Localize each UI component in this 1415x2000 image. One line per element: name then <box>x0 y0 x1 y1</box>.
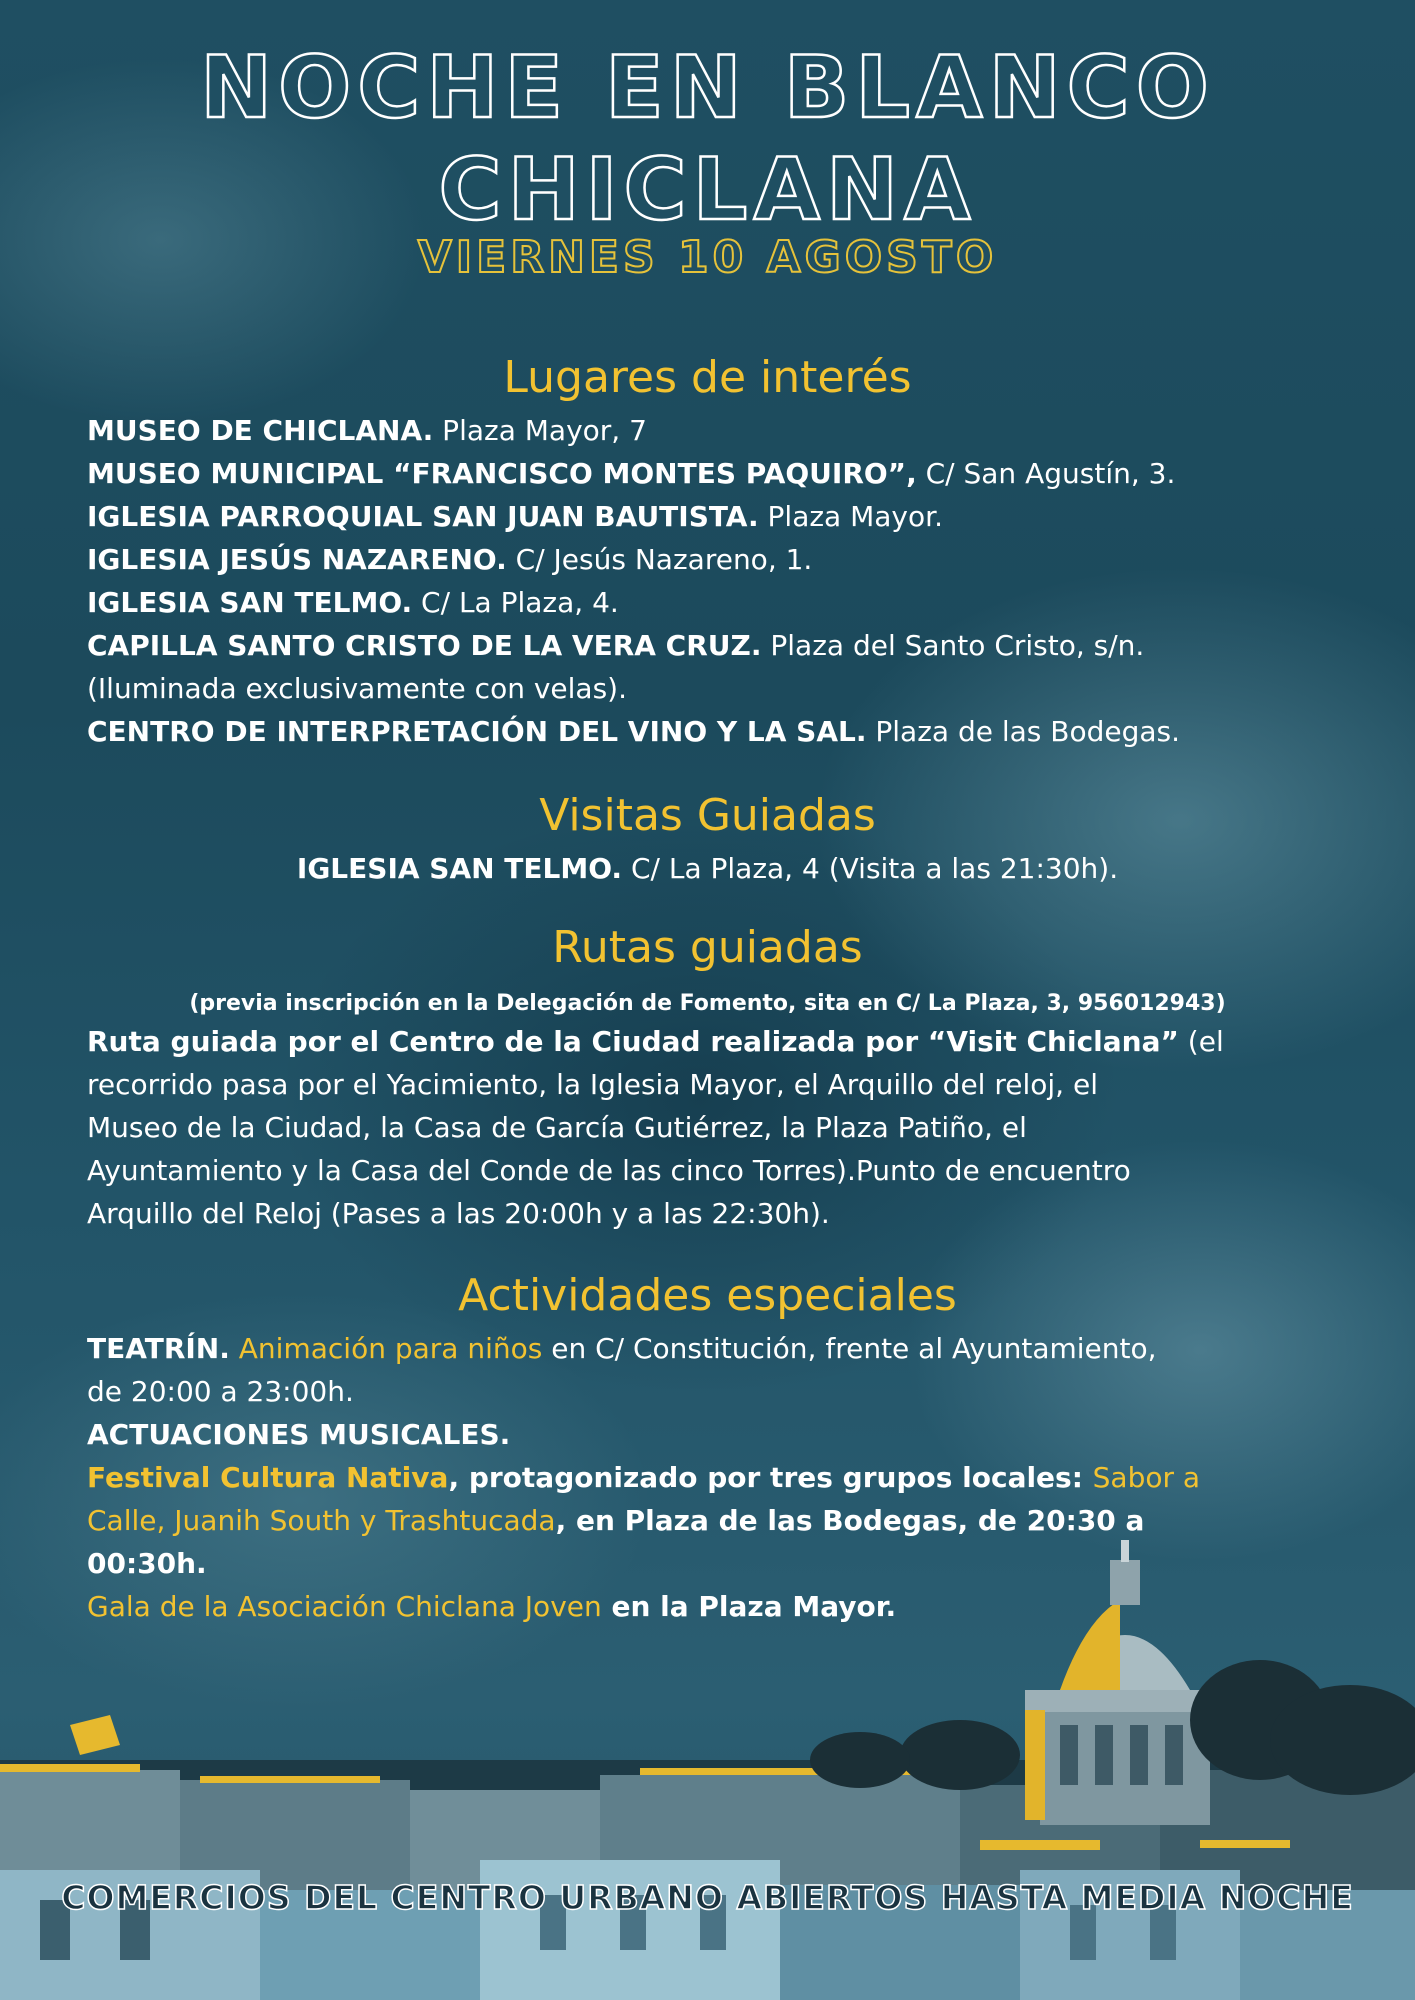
festival-line-3: 00:30h. <box>87 1547 207 1580</box>
lugar-name: IGLESIA PARROQUIAL SAN JUAN BAUTISTA. <box>87 500 759 533</box>
lugar-item <box>87 452 1347 495</box>
festival-name: Festival Cultura Nativa <box>87 1461 449 1494</box>
gala-rest: en la Plaza Mayor. <box>601 1590 897 1623</box>
teatrin-line-2: de 20:00 a 23:00h. <box>87 1375 354 1408</box>
title-line-2: CHICLANA <box>438 140 977 240</box>
lugar-detail: C/ La Plaza, 4. <box>412 586 619 619</box>
lugar-item <box>87 538 1347 581</box>
lugar-detail: (Iluminada exclusivamente con velas). <box>87 672 627 705</box>
city-skyline-illustration <box>0 1540 1415 2000</box>
lugar-item <box>87 710 1347 753</box>
rutas-lead: Ruta guiada por el Centro de la Ciudad realizada por “Visit Chiclana” <box>87 1025 1179 1058</box>
visitas-heading: Visitas Guiadas <box>539 790 876 841</box>
teatrin-highlight: Animación para niños <box>229 1332 543 1365</box>
lugar-detail: Plaza de las Bodegas. <box>866 715 1181 748</box>
festival-line <box>87 1456 1347 1499</box>
lugares-heading: Lugares de interés <box>503 352 912 403</box>
rutas-line <box>87 1020 1347 1063</box>
lugar-detail: C/ San Agustín, 3. <box>916 457 1176 490</box>
lugar-detail: Plaza Mayor. <box>758 500 943 533</box>
lugar-item <box>87 581 1347 624</box>
visita-name: IGLESIA SAN TELMO. <box>296 852 623 885</box>
lugar-item <box>87 495 1347 538</box>
actividades-heading: Actividades especiales <box>458 1270 957 1321</box>
festival-groups-1: Sabor a <box>1092 1461 1201 1494</box>
rutas-line: recorrido pasa por el Yacimiento, la Iglesia Mayor, el Arquillo del reloj, el <box>87 1068 1098 1101</box>
lugar-item <box>87 624 1347 667</box>
event-date: VIERNES 10 AGOSTO <box>417 232 998 283</box>
lugar-detail: C/ Jesús Nazareno, 1. <box>506 543 813 576</box>
lugar-name: MUSEO DE CHICLANA. <box>87 414 434 447</box>
musicales-label: ACTUACIONES MUSICALES. <box>87 1418 511 1451</box>
lugar-name: MUSEO MUNICIPAL “FRANCISCO MONTES PAQUIRO”, <box>87 457 917 490</box>
gala-highlight: Gala de la Asociación Chiclana Joven <box>87 1590 602 1623</box>
teatrin-line <box>87 1327 1347 1370</box>
lugar-item <box>87 667 1347 710</box>
visita-detail: C/ La Plaza, 4 (Visita a las 21:30h). <box>622 852 1119 885</box>
footer-banner: COMERCIOS DEL CENTRO URBANO ABIERTOS HASTA MEDIA NOCHE <box>61 1878 1354 1917</box>
lugar-detail: Plaza del Santo Cristo, s/n. <box>761 629 1145 662</box>
festival-rest: , protagonizado por tres grupos locales: <box>448 1461 1093 1494</box>
festival-place: , en Plaza de las Bodegas, de 20:30 a <box>555 1504 1145 1537</box>
visita-item <box>0 847 1415 890</box>
rutas-note: (previa inscripción en la Delegación de Fomento, sita en C/ La Plaza, 3, 956012943) <box>189 991 1226 1016</box>
lugar-name: CENTRO DE INTERPRETACIÓN DEL VINO Y LA SAL. <box>87 715 867 748</box>
title-line-1: NOCHE EN BLANCO <box>200 38 1215 138</box>
lugar-name: IGLESIA SAN TELMO. <box>87 586 413 619</box>
teatrin-rest: en C/ Constitución, frente al Ayuntamiento, <box>542 1332 1157 1365</box>
lugar-name: CAPILLA SANTO CRISTO DE LA VERA CRUZ. <box>87 629 762 662</box>
festival-line-2 <box>87 1499 1347 1542</box>
rutas-line1-rest: (el <box>1178 1025 1224 1058</box>
lugar-name: IGLESIA JESÚS NAZARENO. <box>87 543 507 576</box>
festival-groups-2: Calle, Juanih South y Trashtucada <box>87 1504 556 1537</box>
rutas-heading: Rutas guiadas <box>552 922 863 973</box>
musicales-heading <box>87 1413 1347 1456</box>
rutas-line: Museo de la Ciudad, la Casa de García Gutiérrez, la Plaza Patiño, el <box>87 1111 1027 1144</box>
rutas-line: Ayuntamiento y la Casa del Conde de las cinco Torres).Punto de encuentro <box>87 1154 1131 1187</box>
lugar-item <box>87 409 1347 452</box>
teatrin-label: TEATRÍN. <box>87 1332 230 1365</box>
rutas-line: Arquillo del Reloj (Pases a las 20:00h y a las 22:30h). <box>87 1197 830 1230</box>
lugar-detail: Plaza Mayor, 7 <box>433 414 647 447</box>
church-dome <box>1025 1540 1225 1825</box>
